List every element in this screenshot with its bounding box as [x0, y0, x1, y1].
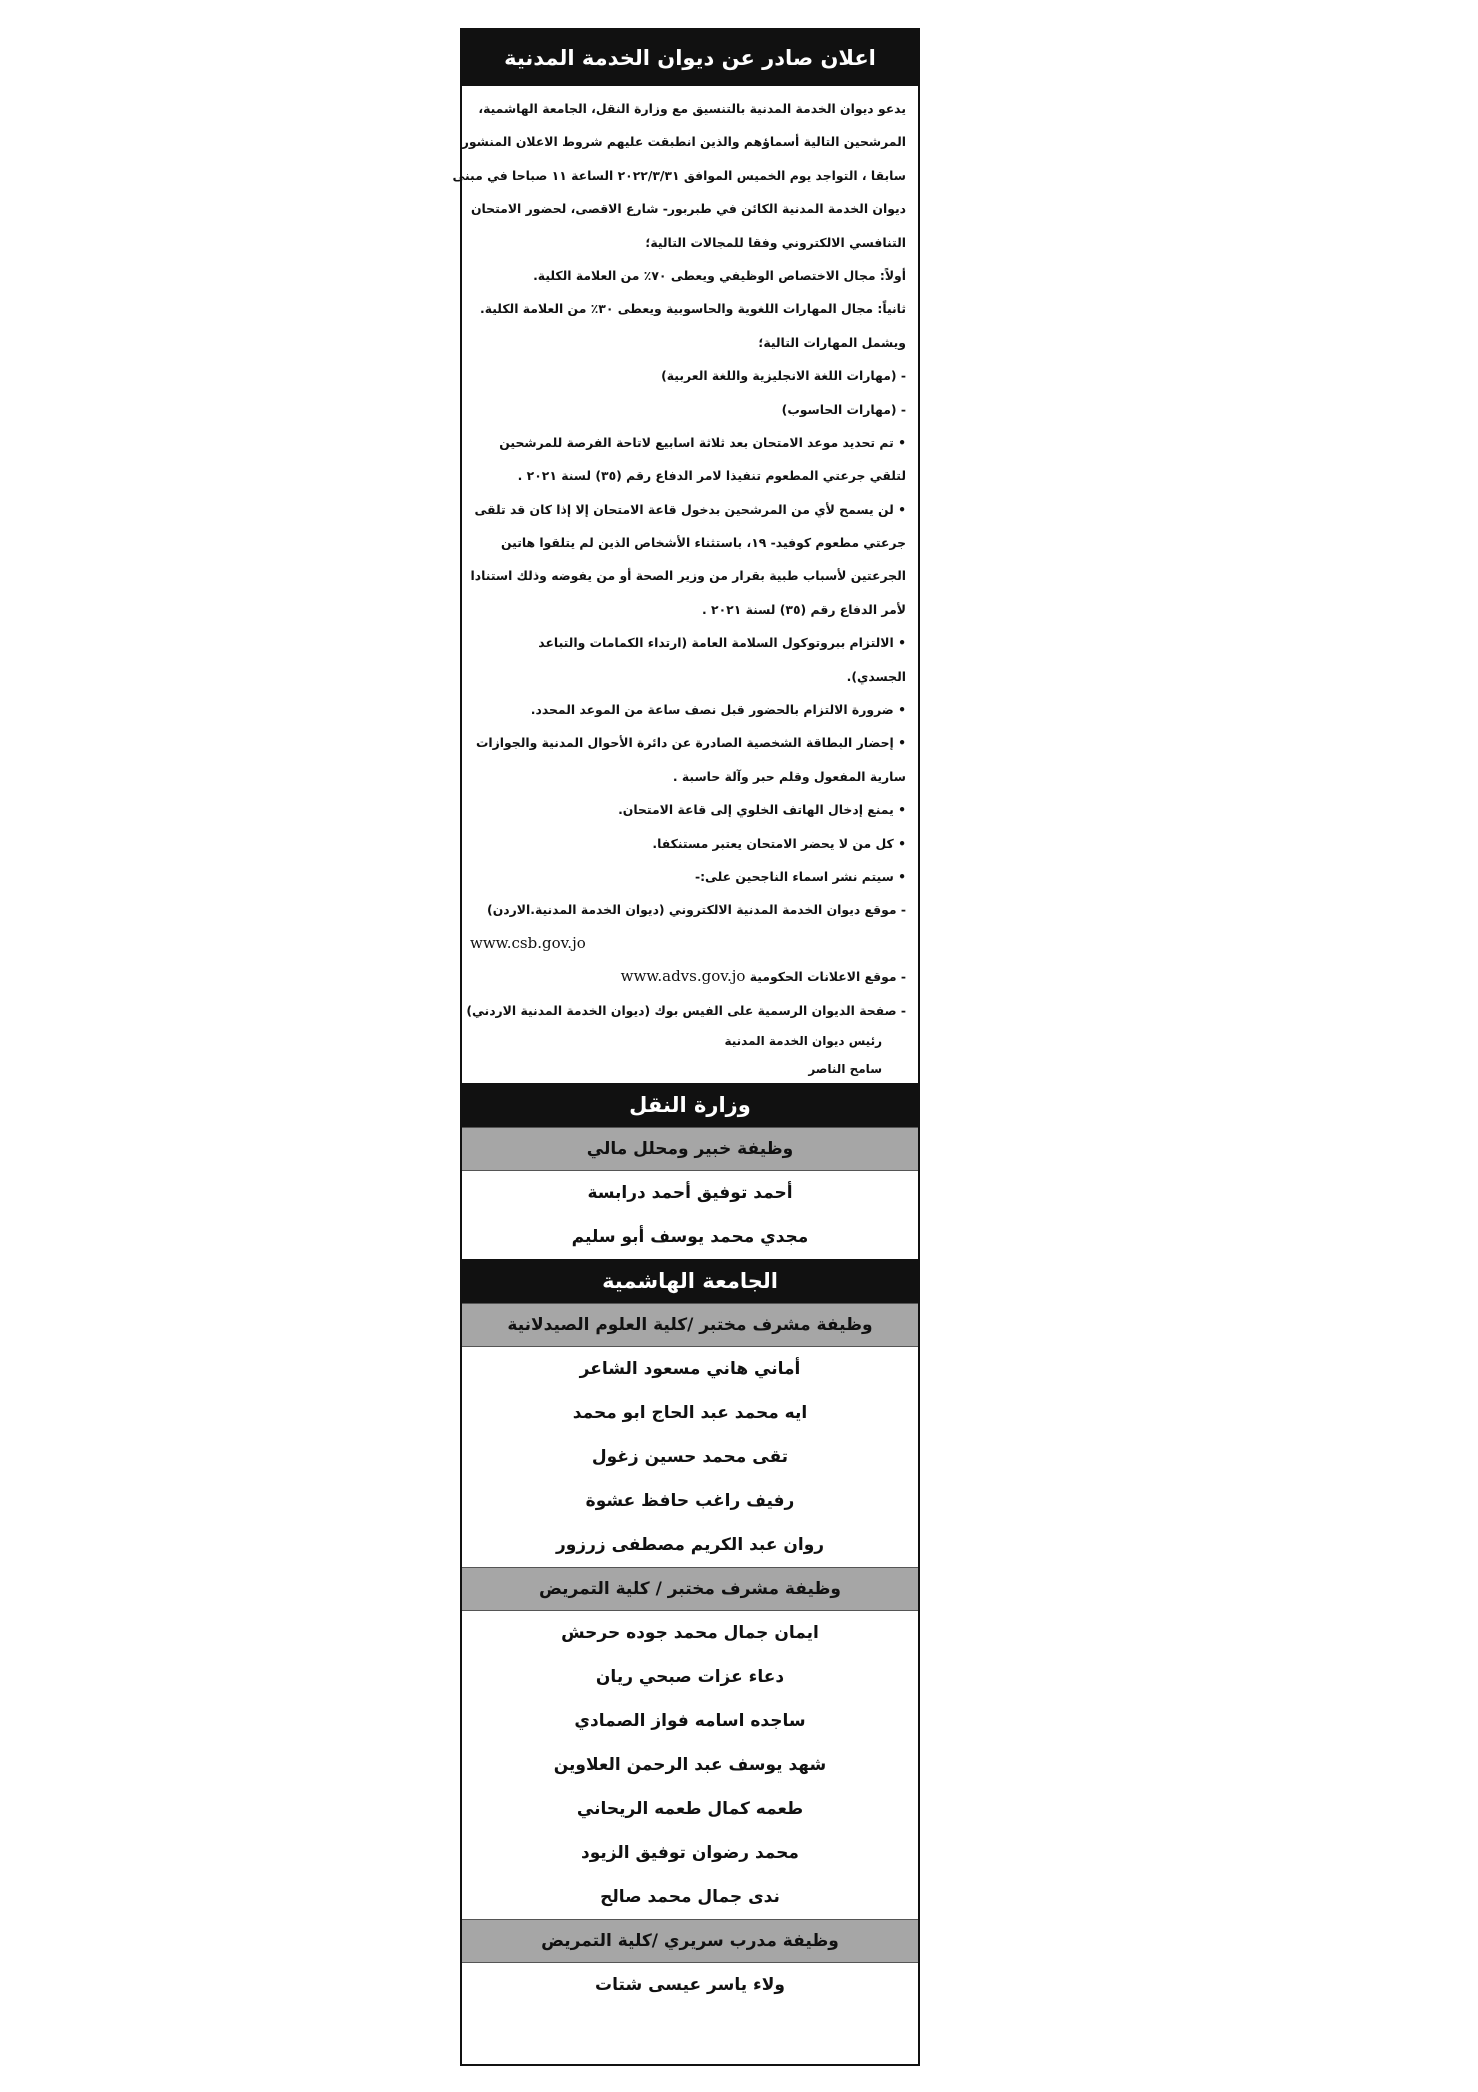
body-line: لأمر الدفاع رقم (٣٥) لسنة ٢٠٢١ . [701, 601, 906, 617]
candidate-name: روان عبد الكريم مصطفى زرزور [555, 1534, 825, 1555]
candidate-name: أحمد توفيق أحمد درابسة [587, 1182, 793, 1203]
body-line: ويشمل المهارات التالية؛ [758, 334, 906, 350]
body-line: سارية المفعول وقلم حبر وآلة حاسبة . [672, 768, 906, 784]
candidate-name: طعمه كمال طعمه الريحاني [576, 1798, 804, 1819]
section-header-hashemite-university: الجامعة الهاشمية [462, 1259, 918, 1303]
body-line: ديوان الخدمة المدنية الكائن في طبربور- شارع الاقصى، لحضور الامتحان [470, 201, 906, 217]
body-line: الجسدي). [846, 668, 906, 684]
gov-ads-line [470, 960, 906, 993]
candidate-name: ايمان جمال محمد جوده حرحش [561, 1622, 819, 1643]
candidate-name: أماني هاني مسعود الشاعر [579, 1358, 801, 1379]
candidate-name: رفيف راغب حافظ عشوة [585, 1490, 795, 1511]
signature-name: سامح الناصر [808, 1061, 882, 1076]
body-line: سابقا ، التواجد يوم الخميس الموافق ٢٠٢٢/٣/٣١ الساعة ١١ صباحا في مبنى [452, 167, 906, 183]
body-line: • إحضار البطاقة الشخصية الصادرة عن دائرة الأحوال المدنية والجوازات [475, 735, 906, 751]
body-line: جرعتي مطعوم كوفيد- ١٩، باستثناء الأشخاص الذين لم يتلقوا هاتين [501, 535, 906, 551]
body-line: • سيتم نشر اسماء الناجحين على:- [694, 868, 906, 884]
body-line: • الالتزام ببروتوكول السلامة العامة (ارتداء الكمامات والتباعد [538, 635, 906, 651]
body-line: • يمنع إدخال الهاتف الخلوي إلى قاعة الامتحان. [618, 802, 906, 818]
body-line: - (مهارات الحاسوب) [781, 401, 906, 417]
body-line: يدعو ديوان الخدمة المدنية بالتنسيق مع وزارة النقل، الجامعة الهاشمية، [478, 101, 906, 116]
job-title: وظيفة مشرف مختبر /كلية العلوم الصيدلانية [462, 1303, 918, 1347]
body-line: المرشحين التالية أسماؤهم والذين انطبقت عليهم شروط الاعلان المنشور [461, 134, 906, 150]
job-title: وظيفة خبير ومحلل مالي [462, 1127, 918, 1171]
body-line: • تم تحديد موعد الامتحان بعد ثلاثة اسابيع لاتاحة الفرصة للمرشحين [499, 434, 906, 450]
signature-title: رئيس ديوان الخدمة المدنية [724, 1033, 882, 1048]
body-line: • ضرورة الالتزام بالحضور قبل نصف ساعة من الموعد المحدد. [530, 702, 906, 718]
section-header-transport: وزارة النقل [462, 1083, 918, 1127]
body-line: ثانياً: مجال المهارات اللغوية والحاسوبية ويعطى ٣٠٪ من العلامة الكلية. [480, 301, 906, 317]
body-line: أولاً: مجال الاختصاص الوظيفي ويعطى ٧٠٪ من العلامة الكلية. [533, 267, 906, 283]
facebook-line: - صفحة الديوان الرسمية على الفيس بوك (ديوان الخدمة المدنية الاردني) [466, 1002, 906, 1018]
body-line: - موقع ديوان الخدمة المدنية الالكتروني (ديوان الخدمة المدنية.الاردن) [487, 902, 906, 918]
body-line: لتلقي جرعتي المطعوم تنفيذا لامر الدفاع رقم (٣٥) لسنة ٢٠٢١ . [517, 468, 906, 484]
body-line: • كل من لا يحضر الامتحان يعتبر مستنكفا. [652, 835, 906, 851]
body-line: - (مهارات اللغة الانجليزية واللغة العربية) [661, 368, 906, 384]
advs-website-link[interactable]: www.advs.gov.jo [620, 967, 746, 986]
job-title: وظيفة مشرف مختبر / كلية التمريض [462, 1567, 918, 1611]
body-line: الجرعتين لأسباب طبية بقرار من وزير الصحة أو من يفوضه وذلك استنادا [470, 568, 906, 584]
candidate-name: ولاء ياسر عيسى شتات [595, 1974, 785, 1995]
csb-website-link[interactable]: www.csb.gov.jo [470, 933, 586, 952]
job-title: وظيفة مدرب سريري /كلية التمريض [462, 1919, 918, 1963]
candidate-name: مجدي محمد يوسف أبو سليم [571, 1226, 809, 1247]
announcement-body [452, 86, 918, 1083]
candidate-name: ندى جمال محمد صالح [600, 1886, 780, 1907]
candidate-name: شهد يوسف عبد الرحمن العلاوين [553, 1754, 827, 1775]
body-line: • لن يسمح لأي من المرشحين بدخول قاعة الامتحان إلا إذا كان قد تلقى [474, 501, 906, 517]
announcement-title: اعلان صادر عن ديوان الخدمة المدنية [462, 30, 918, 86]
candidate-name: محمد رضوان توفيق الزيود [581, 1842, 799, 1863]
body-line: التنافسي الالكتروني وفقا للمجالات التالية؛ [645, 234, 906, 250]
civil-service-announcement [452, 28, 920, 2066]
gov-ads-label: - موقع الاعلانات الحكومية [749, 969, 906, 985]
candidate-name: ساجده اسامه فواز الصمادي [574, 1710, 806, 1731]
candidate-name: تقى محمد حسين زغول [591, 1446, 789, 1467]
candidate-name: دعاء عزات صبحي ريان [595, 1666, 785, 1687]
candidate-name: ايه محمد عبد الحاج ابو محمد [572, 1402, 808, 1423]
